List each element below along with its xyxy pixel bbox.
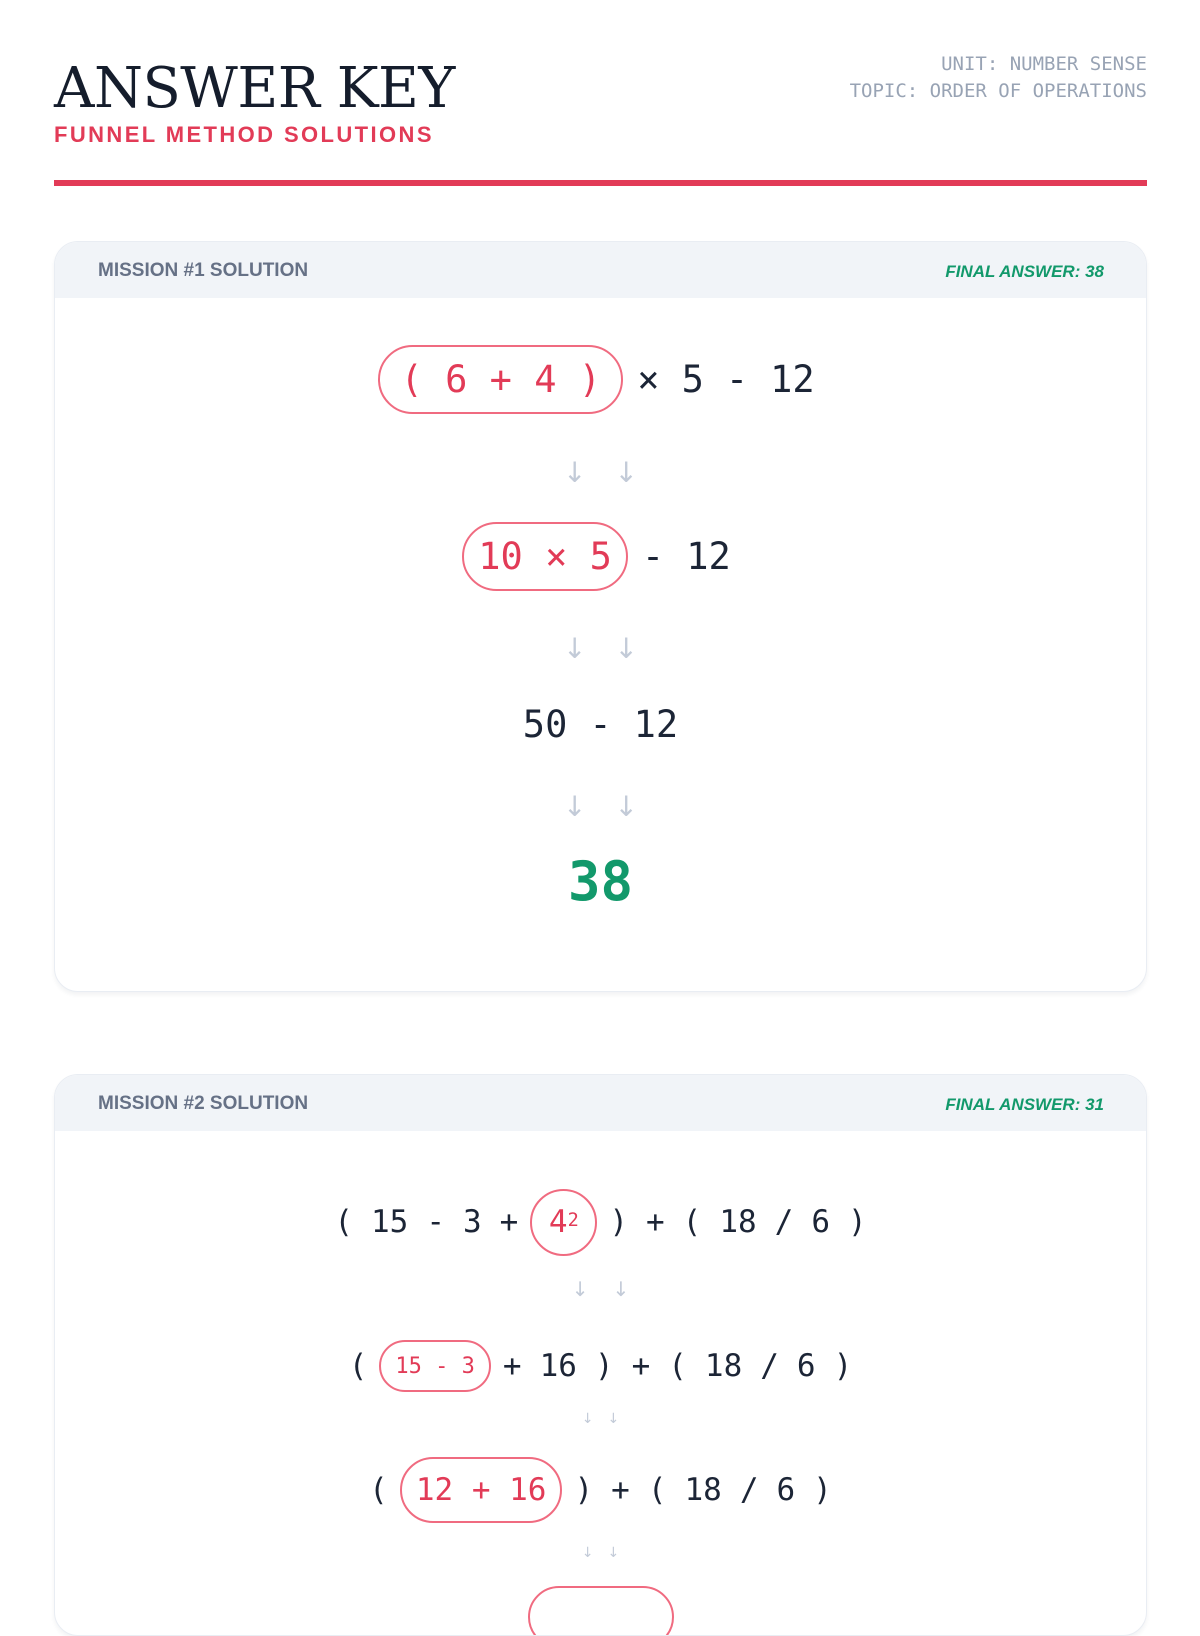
step-arrows <box>55 1411 1146 1427</box>
step-arrows <box>55 1545 1146 1561</box>
step-arrows <box>55 790 1146 823</box>
highlighted-operation: ( 6 + 4 ) <box>378 345 623 414</box>
token: 16 <box>539 1348 577 1384</box>
token: 18 <box>684 1472 722 1508</box>
token: 6 <box>796 1348 816 1384</box>
token: - <box>725 357 749 401</box>
token: ) <box>813 1472 832 1508</box>
token: ( <box>348 1348 368 1384</box>
mission-1-card <box>54 241 1147 992</box>
token: / <box>739 1472 759 1508</box>
token: ( <box>682 1204 702 1240</box>
token: × <box>637 357 660 401</box>
down-arrow-icon: ↓ <box>607 1411 620 1427</box>
down-arrow-icon: ↓ <box>563 632 587 665</box>
down-arrow-icon: ↓ <box>614 632 638 665</box>
token: ) <box>594 1348 614 1384</box>
token: ( <box>369 1472 388 1508</box>
token: - <box>589 702 612 746</box>
highlighted-exponent <box>530 1189 597 1256</box>
token: / <box>774 1204 794 1240</box>
mission-2-final-answer: FINAL ANSWER: 31 <box>945 1095 1104 1114</box>
token: 18 <box>719 1204 757 1240</box>
page-header <box>54 0 1147 186</box>
down-arrow-icon: ↓ <box>563 790 587 823</box>
down-arrow-icon: ↓ <box>581 1411 594 1427</box>
topic-label: TOPIC: ORDER OF OPERATIONS <box>849 80 1147 102</box>
highlighted-operation: 15 - 3 <box>379 1340 490 1392</box>
token: 15 <box>370 1204 409 1240</box>
down-arrow-icon: ↓ <box>571 1277 589 1301</box>
token: 5 <box>681 357 704 401</box>
mission-2-step-1 <box>55 1186 1146 1258</box>
token: 18 <box>704 1348 743 1384</box>
mission-2-card <box>54 1074 1147 1636</box>
token: + <box>502 1348 522 1384</box>
token: 12 <box>686 534 731 578</box>
page-title: ANSWER KEY <box>54 56 455 121</box>
highlighted-operation: 10 × 5 <box>462 522 628 591</box>
exponent-base: 4 <box>548 1204 568 1240</box>
token: 6 <box>811 1204 831 1240</box>
down-arrow-icon: ↓ <box>614 456 638 489</box>
down-arrow-icon: ↓ <box>614 790 638 823</box>
token: ( <box>647 1472 667 1508</box>
token: ) <box>574 1472 594 1508</box>
token: 50 <box>522 702 568 746</box>
down-arrow-icon: ↓ <box>581 1545 594 1561</box>
token: 3 <box>462 1204 482 1240</box>
down-arrow-icon: ↓ <box>612 1277 630 1301</box>
token: + <box>631 1348 651 1384</box>
token: ( <box>334 1204 353 1240</box>
mission-2-step-2 <box>55 1338 1146 1394</box>
down-arrow-icon: ↓ <box>607 1545 620 1561</box>
token: + <box>611 1472 630 1508</box>
step-arrows <box>55 1277 1146 1301</box>
token: / <box>760 1348 779 1384</box>
down-arrow-icon: ↓ <box>563 456 587 489</box>
header-divider <box>54 180 1147 186</box>
token: 12 <box>633 702 679 746</box>
mission-1-step-2 <box>55 521 1146 591</box>
highlighted-operation <box>528 1586 674 1636</box>
step-arrows <box>55 456 1146 489</box>
mission-2-title: MISSION #2 SOLUTION <box>98 1093 309 1114</box>
token: 6 <box>776 1472 796 1508</box>
mission-2-step-4-partial <box>55 1587 1146 1636</box>
step-arrows <box>55 632 1146 665</box>
mission-1-step-1 <box>55 346 1146 412</box>
exponent-power: 2 <box>567 1209 579 1231</box>
mission-1-title: MISSION #1 SOLUTION <box>98 260 309 281</box>
token: ) <box>609 1204 628 1240</box>
page-subtitle: FUNNEL METHOD SOLUTIONS <box>54 122 434 147</box>
token: + <box>646 1204 665 1240</box>
highlighted-operation: 12 + 16 <box>400 1457 563 1523</box>
mission-1-header <box>55 242 1146 298</box>
token: ) <box>833 1348 853 1384</box>
mission-1-result: 38 <box>567 850 634 913</box>
token: ( <box>668 1348 687 1384</box>
mission-2-step-3 <box>55 1457 1146 1523</box>
token: - <box>426 1204 445 1240</box>
mission-1-final-answer: FINAL ANSWER: 38 <box>945 262 1104 281</box>
token: + <box>499 1204 519 1240</box>
unit-label: UNIT: NUMBER SENSE <box>941 53 1147 75</box>
mission-1-step-3 <box>55 696 1146 752</box>
token: ) <box>848 1204 867 1240</box>
token: 12 <box>770 357 815 401</box>
answer-key-page <box>54 0 1147 1561</box>
token: - <box>641 534 665 578</box>
mission-2-header <box>55 1075 1146 1131</box>
header-meta <box>850 51 1147 105</box>
